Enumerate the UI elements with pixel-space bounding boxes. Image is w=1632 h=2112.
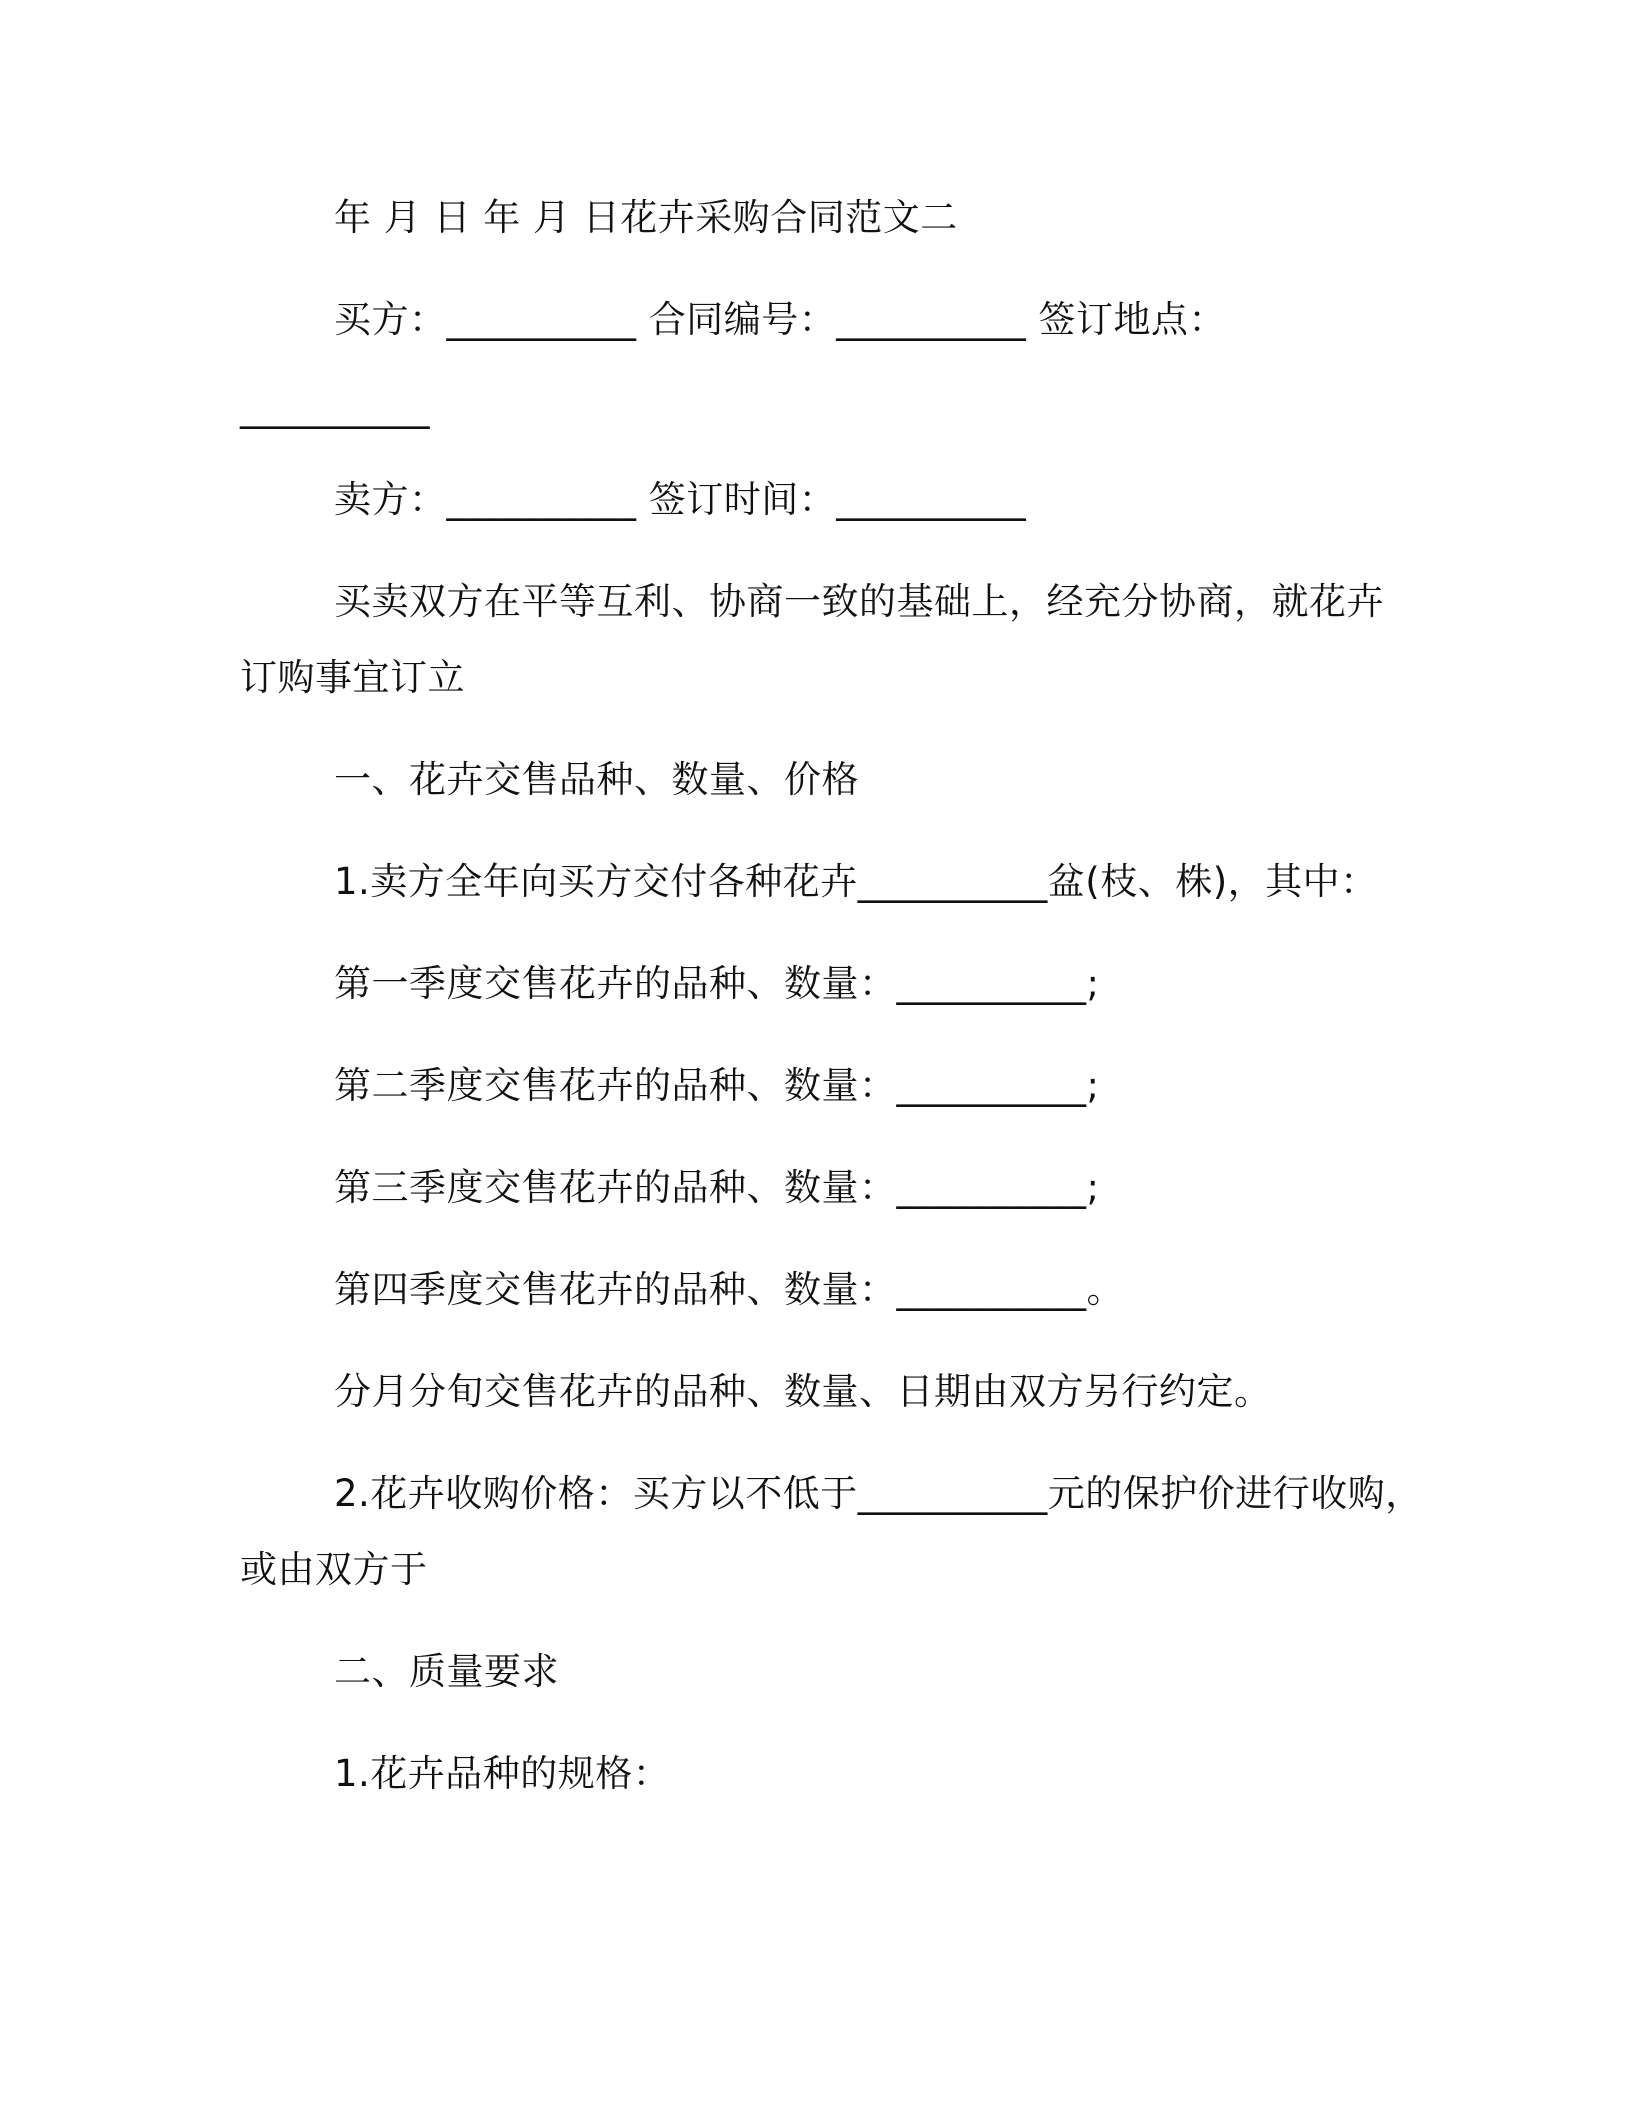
quarter-4-line: 第四季度交售花卉的品种、数量：__________。 bbox=[334, 1268, 1124, 1311]
document-title: 年 月 日 年 月 日花卉采购合同范文二 bbox=[334, 196, 958, 239]
clause-2-1: 1.花卉品种的规格： bbox=[334, 1752, 671, 1795]
quarter-3-line: 第三季度交售花卉的品种、数量：__________; bbox=[334, 1166, 1100, 1209]
clause-1-2-line-2: 或由双方于 bbox=[240, 1548, 428, 1591]
monthly-delivery-line: 分月分旬交售花卉的品种、数量、日期由双方另行约定。 bbox=[334, 1370, 1272, 1413]
quarter-1-line: 第一季度交售花卉的品种、数量：__________; bbox=[334, 962, 1100, 1005]
signing-place-blank: __________ bbox=[240, 386, 430, 429]
quarter-2-line: 第二季度交售花卉的品种、数量：__________; bbox=[334, 1064, 1100, 1107]
clause-1-1: 1.卖方全年向买方交付各种花卉__________盆(枝、株)，其中： bbox=[334, 860, 1378, 903]
preamble-line-1: 买卖双方在平等互利、协商一致的基础上，经充分协商，就花卉 bbox=[334, 580, 1384, 623]
clause-1-2-line-1: 2.花卉收购价格：买方以不低于__________元的保护价进行收购， bbox=[334, 1472, 1423, 1515]
section-2-heading: 二、质量要求 bbox=[334, 1650, 559, 1693]
buyer-line: 买方：__________ 合同编号：__________ 签订地点： bbox=[334, 298, 1227, 341]
section-1-heading: 一、花卉交售品种、数量、价格 bbox=[334, 758, 859, 801]
preamble-line-2: 订购事宜订立 bbox=[240, 656, 465, 699]
seller-line: 卖方：__________ 签订时间：__________ bbox=[334, 478, 1027, 521]
